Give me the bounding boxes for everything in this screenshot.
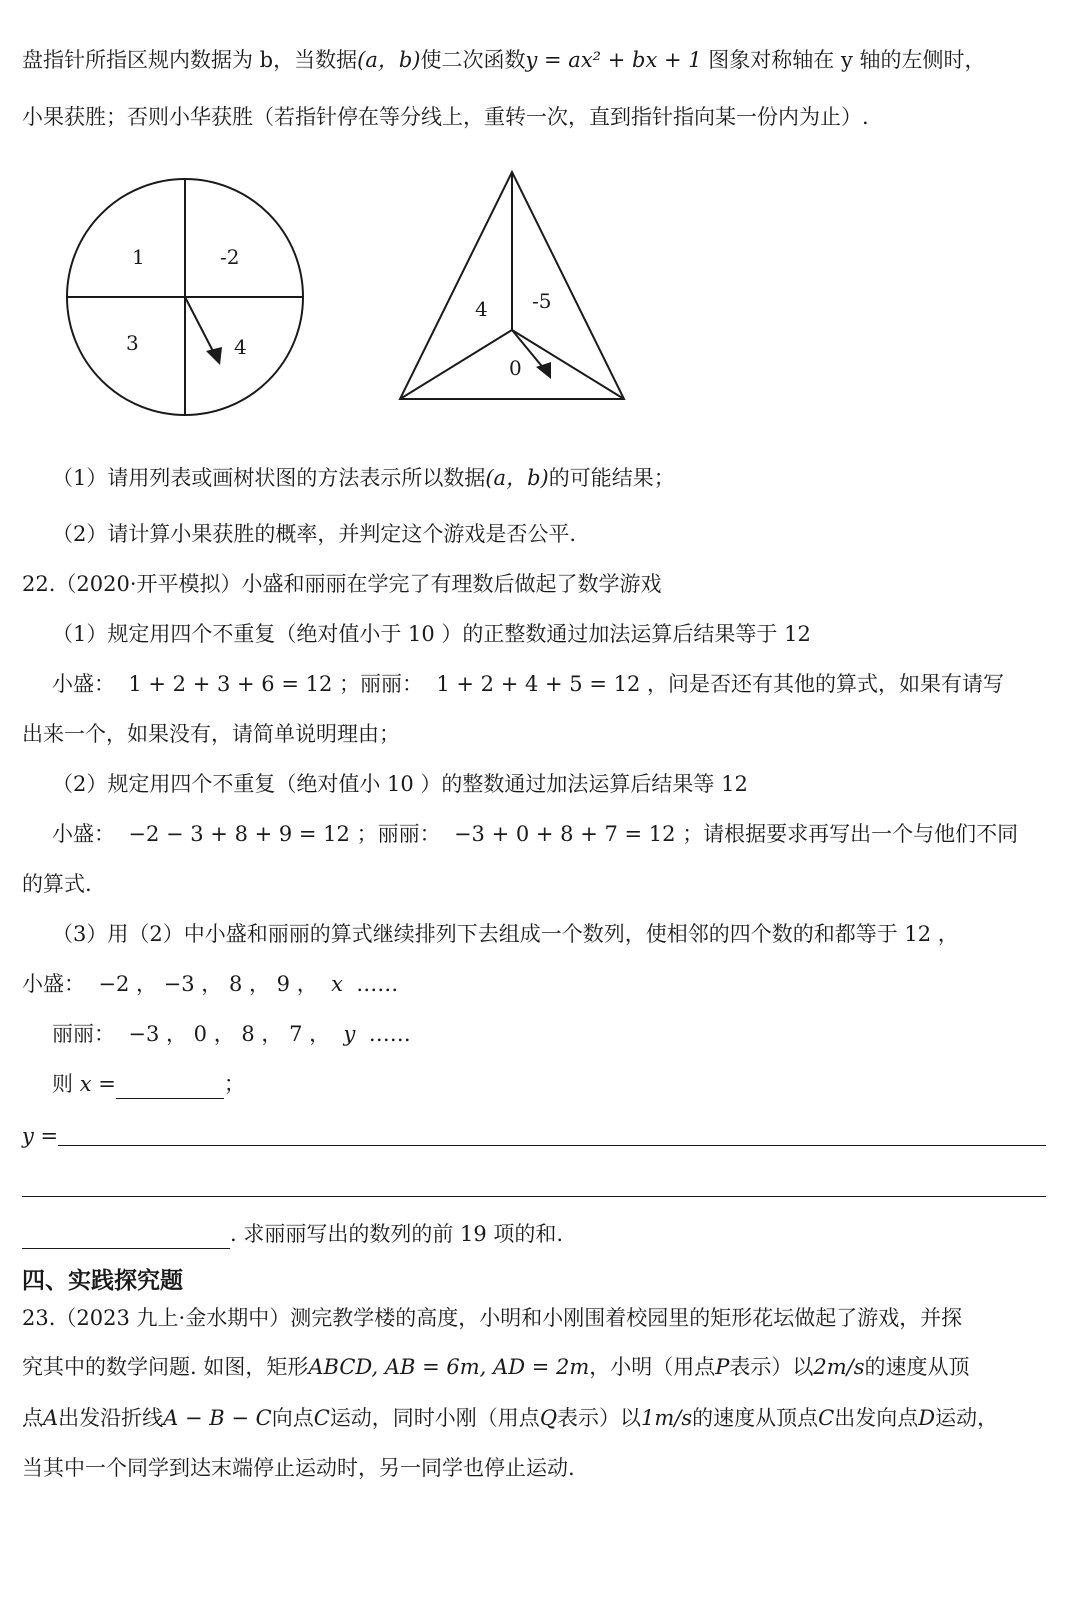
sector-label-neg5: -5 xyxy=(532,289,552,313)
sector-label-neg2: -2 xyxy=(220,245,240,269)
q21-part1-text-2: 的可能结果； xyxy=(548,466,675,490)
answer-x-blank[interactable] xyxy=(116,1076,224,1099)
q22-part1: （1）规定用四个不重复（绝对值小于 10 ）的正整数通过加法运算后结果等于 12 xyxy=(52,622,811,646)
y-equals-label: y = xyxy=(22,1124,59,1148)
intro-text: 盘指针所指区规内数据为 b，当数据 xyxy=(22,48,358,72)
intro-line-2: 小果获胜；否则小华获胜（若指针停在等分线上，重转一次，直到指针指向某一份内为止）. xyxy=(22,105,869,129)
triangle-spinner-figure xyxy=(395,165,635,410)
answer-y-blank[interactable] xyxy=(58,1145,1046,1146)
answer-y-line xyxy=(22,1121,58,1151)
q23-line-2 xyxy=(22,1352,970,1382)
point-q: Q xyxy=(539,1406,558,1430)
ellipsis: …… xyxy=(356,972,399,996)
sector-label-4: 4 xyxy=(475,297,488,321)
q22-header: 22.（2020·开平模拟）小盛和丽丽在学完了有理数后做起了数学游戏 xyxy=(22,572,662,596)
pointer-arrow xyxy=(185,297,216,357)
sector-label-1: 1 xyxy=(132,245,145,269)
q23-text: 点 xyxy=(22,1406,43,1430)
point-c: C xyxy=(818,1406,835,1430)
pair-ab: (a，b) xyxy=(485,466,549,490)
q23-text: 向点 xyxy=(271,1406,314,1430)
pair-ab: (a，b) xyxy=(357,48,421,72)
q23-line-3 xyxy=(22,1403,998,1433)
q22-part2: （2）规定用四个不重复（绝对值小 10 ）的整数通过加法运算后结果等 12 xyxy=(52,772,748,796)
ellipsis: …… xyxy=(368,1022,411,1046)
semicolon: ； xyxy=(223,1072,245,1096)
q23-text: 的速度从顶点 xyxy=(692,1406,819,1430)
answer-sum-blank[interactable] xyxy=(22,1226,230,1249)
q23-text: 表示）以 xyxy=(557,1406,642,1430)
q23-text: 出发沿折线 xyxy=(58,1406,164,1430)
q21-part1-text: （1）请用列表或画树状图的方法表示所以数据 xyxy=(52,466,486,490)
then-label: 则 xyxy=(52,1072,73,1096)
q23-text: 运动， xyxy=(935,1406,999,1430)
q23-line-4: 当其中一个同学到达末端停止运动时，另一同学也停止运动. xyxy=(22,1456,575,1480)
point-a: A xyxy=(43,1406,59,1430)
pointer-arrowhead xyxy=(536,362,551,379)
sequence-values: −3 ， 0 ， 8 ， 7 ， xyxy=(128,1022,331,1046)
label-xiaosheng: 小盛： xyxy=(52,822,115,846)
sector-label-4: 4 xyxy=(234,335,247,359)
intro-text-3: 图象对称轴在 y 轴的左侧时， xyxy=(701,48,986,72)
label-lili: 丽丽： xyxy=(52,1022,115,1046)
q23-text: ，小明（用点 xyxy=(589,1355,716,1379)
label-lili: ；丽丽： xyxy=(356,822,441,846)
sector-label-0: 0 xyxy=(509,356,522,380)
q23-line-1: 23.（2023 九上·金水期中）测完教学楼的高度，小明和小刚围着校园里的矩形花坛做起了游戏，并探 xyxy=(22,1306,963,1330)
intro-line-1 xyxy=(22,45,986,75)
speed-p: 2m/s xyxy=(813,1355,865,1379)
answer-x-line xyxy=(52,1069,245,1099)
variable-x: x xyxy=(331,972,343,996)
q22-part1-tail: ，问是否还有其他的算式，如果有请写 xyxy=(647,672,1004,696)
q21-part2: （2）请计算小果获胜的概率，并判定这个游戏是否公平. xyxy=(52,522,577,546)
answer-sum-line xyxy=(22,1219,563,1249)
q22-final-text: . 求丽丽写出的数列的前 19 项的和. xyxy=(230,1222,564,1246)
sequence-values: −2 ， −3 ， 8 ， 9 ， xyxy=(98,972,318,996)
x-equals-label: x = xyxy=(79,1072,116,1096)
label-lili: ；丽丽： xyxy=(339,672,423,696)
path-abc: A − B − C xyxy=(163,1406,272,1430)
label-xiaosheng: 小盛： xyxy=(22,972,85,996)
equation-1: 1 + 2 + 3 + 6 = 12 xyxy=(128,672,333,696)
q22-part1-line2 xyxy=(52,669,1004,699)
equation-3: −2 − 3 + 8 + 9 = 12 xyxy=(128,822,350,846)
q23-text: 运动，同时小刚（用点 xyxy=(329,1406,540,1430)
sequence-lili xyxy=(52,1019,411,1049)
label-xiaosheng: 小盛： xyxy=(52,672,115,696)
section-title: 四、实践探究题 xyxy=(22,1268,183,1294)
variable-y: y xyxy=(343,1022,356,1046)
circle-spinner-figure xyxy=(60,175,310,425)
intro-text-2: 使二次函数 xyxy=(420,48,526,72)
point-c: C xyxy=(313,1406,330,1430)
point-d: D xyxy=(918,1406,936,1430)
sequence-xiaosheng xyxy=(22,969,398,999)
answer-blank-line[interactable] xyxy=(22,1196,1046,1197)
point-p: P xyxy=(715,1355,730,1379)
quadratic-function: y = ax² + bx + 1 xyxy=(525,48,702,72)
equation-2: 1 + 2 + 4 + 5 = 12 xyxy=(436,672,641,696)
q22-part2-line2 xyxy=(52,819,1018,849)
q23-text: 出发向点 xyxy=(834,1406,919,1430)
q22-part1-line3: 出来一个，如果没有，请简单说明理由； xyxy=(22,722,400,746)
equation-4: −3 + 0 + 8 + 7 = 12 xyxy=(453,822,676,846)
q23-text: 表示）以 xyxy=(729,1355,814,1379)
pointer-arrowhead xyxy=(206,347,222,365)
q21-part1 xyxy=(52,463,675,493)
speed-q: 1m/s xyxy=(641,1406,693,1430)
q23-text: 究其中的数学问题. 如图，矩形 xyxy=(22,1355,309,1379)
sector-label-3: 3 xyxy=(126,331,139,355)
q22-part3: （3）用（2）中小盛和丽丽的算式继续排列下去组成一个数列，使相邻的四个数的和都等于 12 ， xyxy=(52,922,959,946)
rectangle-dimensions: ABCD, AB = 6m, AD = 2m xyxy=(308,1355,590,1379)
q22-part2-tail: ；请根据要求再写出一个与他们不同 xyxy=(682,822,1019,846)
q22-part2-line3: 的算式. xyxy=(22,872,92,896)
q23-text: 的速度从顶 xyxy=(864,1355,970,1379)
